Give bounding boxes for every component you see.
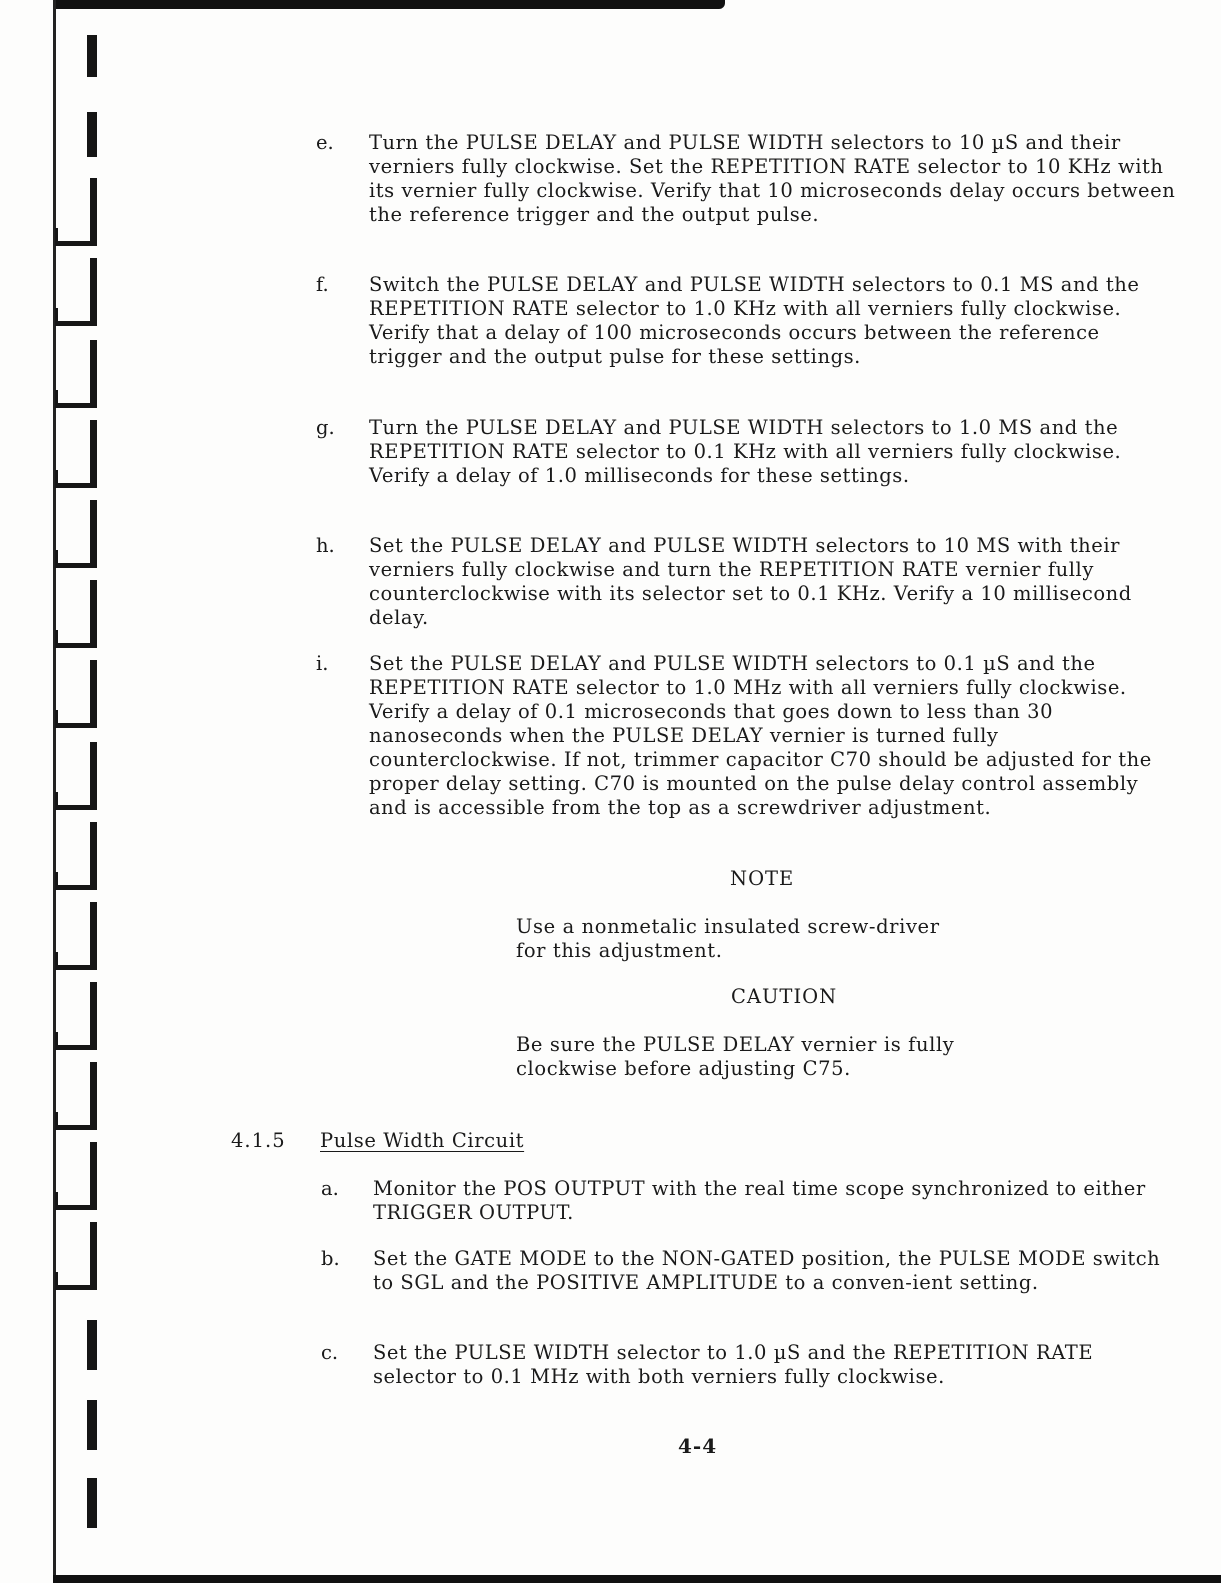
binding-hook: [55, 340, 97, 408]
caution-text: Be sure the PULSE DELAY vernier is fully clockwise before adjusting C75.: [516, 1033, 955, 1080]
step-text: Set the PULSE DELAY and PULSE WIDTH selectors to 0.1 µS and the REPETITION RATE selector to 1.0 MHz with all verniers fully clockwise. Verify a delay of 0.1 microseconds that goes down to less than 30 nanoseconds when the PULSE DELAY vernier is turned fully counterclockwise. If not, trimmer capacitor C70 should be adjusted for the proper delay setting. C70 is mounted on the pulse delay control assembly and is accessible from the top as a screwdriver adjustment.: [369, 652, 1152, 819]
step-text: Turn the PULSE DELAY and PULSE WIDTH selectors to 10 µS and their verniers fully clockwise. Set the REPETITION RATE selector to 10 KHz with its vernier fully clockwise. Verify that 10 microseconds delay occurs between the reference trigger and the output pulse.: [369, 131, 1176, 226]
binding-hook: [55, 822, 97, 890]
step-text: Set the GATE MODE to the NON-GATED position, the PULSE MODE switch to SGL and the POSITIVE AMPLITUDE to a conven-ient setting.: [373, 1247, 1161, 1294]
step-text: Turn the PULSE DELAY and PULSE WIDTH selectors to 1.0 MS and the REPETITION RATE selector to 0.1 KHz with all verniers fully clockwise. Verify a delay of 1.0 milliseconds for these settings.: [369, 416, 1122, 487]
binding-hook: [55, 1142, 97, 1210]
binding-hook: [55, 178, 97, 246]
note-heading: NOTE: [730, 867, 795, 890]
step-letter: a.: [321, 1177, 339, 1200]
step-letter: i.: [316, 652, 329, 675]
step-letter: h.: [316, 534, 335, 557]
binding-hook: [55, 982, 97, 1050]
note-text: Use a nonmetalic insulated screw-driver for this adjustment.: [516, 915, 940, 962]
binding-hook: [55, 1062, 97, 1130]
binding-hook: [55, 902, 97, 970]
section-title: Pulse Width Circuit: [320, 1129, 525, 1152]
step-text: Set the PULSE WIDTH selector to 1.0 µS and the REPETITION RATE selector to 0.1 MHz with both verniers fully clockwise.: [373, 1341, 1094, 1388]
page-number: 4-4: [678, 1434, 718, 1458]
scan-top-edge: [55, 0, 725, 9]
binding-mark: [87, 35, 97, 77]
step-text: Set the PULSE DELAY and PULSE WIDTH selectors to 10 MS with their verniers fully clockwise and turn the REPETITION RATE vernier fully counterclockwise with its selector set to 0.1 KHz. Verify a 10 millisecond delay.: [369, 534, 1132, 629]
binding-hook: [55, 258, 97, 326]
binding-mark: [87, 1320, 97, 1370]
binding-hook: [55, 420, 97, 488]
step-letter: c.: [321, 1341, 339, 1364]
binding-hook: [55, 1222, 97, 1290]
binding-hook: [55, 500, 97, 568]
binding-hook: [55, 660, 97, 728]
section-number: 4.1.5: [231, 1129, 286, 1152]
scan-bottom-edge: [53, 1575, 1221, 1583]
binding-hook: [55, 742, 97, 810]
binding-mark: [87, 112, 97, 157]
step-text: Monitor the POS OUTPUT with the real time scope synchronized to either TRIGGER OUTPUT.: [373, 1177, 1146, 1224]
step-letter: g.: [316, 416, 335, 439]
step-text: Switch the PULSE DELAY and PULSE WIDTH selectors to 0.1 MS and the REPETITION RATE selector to 1.0 KHz with all verniers fully clockwise. Verify that a delay of 100 microseconds occurs between the reference trigger and the output pulse for these settings.: [369, 273, 1140, 368]
step-letter: f.: [316, 273, 329, 296]
binding-hook: [55, 580, 97, 648]
step-letter: b.: [321, 1247, 340, 1270]
binding-mark: [87, 1478, 97, 1528]
caution-heading: CAUTION: [731, 985, 838, 1008]
step-letter: e.: [316, 131, 334, 154]
binding-mark: [87, 1400, 97, 1450]
